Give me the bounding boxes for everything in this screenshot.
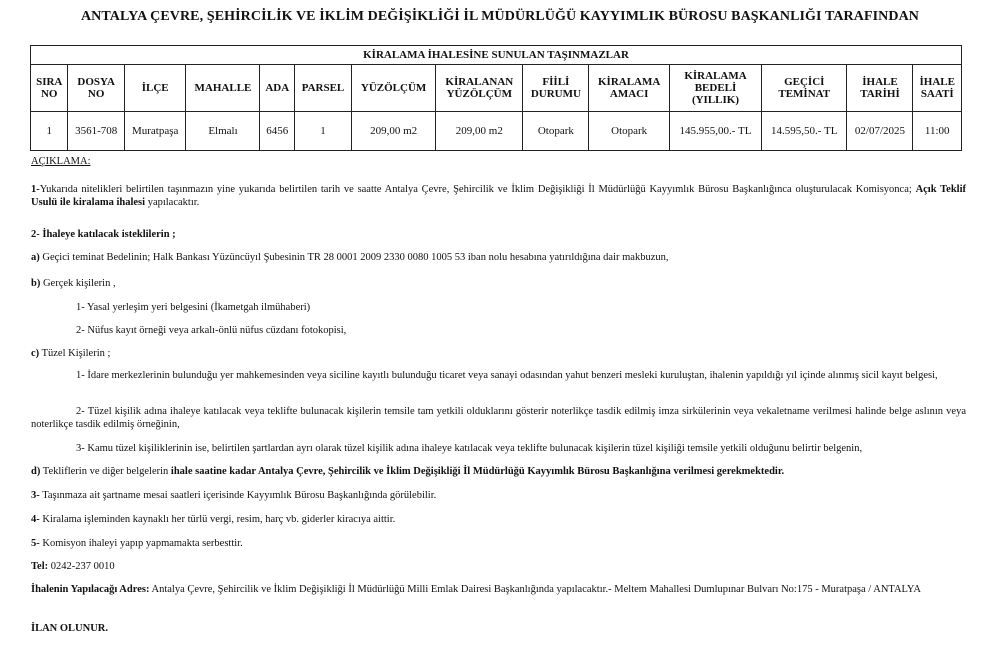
column-header-line: KİRALAMA [597, 76, 661, 88]
column-header-line: FİİLİ [542, 76, 570, 88]
column-header-line: İHALE [919, 76, 955, 88]
item-b-2: 2- Nüfus kayıt örneği veya arkalı-önlü nüfus cüzdanı fotokopisi, [76, 325, 347, 336]
column-header [186, 65, 260, 112]
table-cell: 6456 [260, 112, 295, 151]
column-header-line: AMACI [609, 88, 649, 100]
column-header-line: İHALE [862, 76, 898, 88]
item-b-label: b) [31, 278, 41, 289]
table-cell: 3561-708 [68, 112, 124, 151]
column-header [436, 65, 523, 112]
column-header-line: DOSYA [77, 76, 115, 88]
table-cell: Muratpaşa [124, 112, 186, 151]
table-header-row [31, 65, 962, 112]
paragraph-1-bold: Açık Teklif Usulü ile kiralama ihalesi [31, 184, 967, 208]
column-header [523, 65, 589, 112]
phone-line [31, 560, 966, 573]
column-header [351, 65, 435, 112]
column-header-line: (YILLIK) [691, 94, 740, 106]
paragraph-4-label: 4- [31, 514, 40, 525]
address-line [31, 583, 966, 596]
property-table [30, 45, 962, 151]
paragraph-1-number: 1- [31, 184, 40, 195]
table-cell: Otopark [589, 112, 670, 151]
column-header [913, 65, 962, 112]
column-header-line: MAHALLE [194, 82, 252, 94]
column-header-line: BEDELİ [694, 82, 737, 94]
paragraph-5 [31, 537, 966, 550]
paragraph-2-heading: 2- İhaleye katılacak isteklilerin ; [31, 229, 176, 240]
column-header [260, 65, 295, 112]
paragraph-1-text: Yukarıda nitelikleri belirtilen taşınmazın yine yukarıda belirtilen tarih ve saatte Antalya Çevre, Şehircilik ve İklim Değişikliği İl Müdürlüğü Kayyımlık Bürosu Başkanlığınca oluşturulacak Komisyonca; [39, 184, 912, 195]
phone-number: 0242-237 0010 [50, 561, 115, 572]
column-header-line: TARİHİ [860, 88, 900, 100]
item-d [31, 465, 966, 478]
table-cell: 1 [31, 112, 68, 151]
table-cell: 02/07/2025 [847, 112, 913, 151]
item-b-1: 1- Yasal yerleşim yeri belgesini (İkametgah ilmühaberi) [76, 302, 311, 313]
column-header-line: SAATİ [920, 88, 954, 100]
paragraph-3 [31, 489, 966, 502]
table-cell: 145.955,00.- TL [669, 112, 761, 151]
item-d-text: Tekliflerin ve diğer belgelerin [42, 466, 169, 477]
column-header-line: TEMİNAT [778, 88, 831, 100]
column-header-line: KİRALANAN [445, 76, 514, 88]
column-header-line: NO [40, 88, 58, 100]
column-header-line: YÜZÖLÇÜM [446, 88, 512, 100]
column-header [847, 65, 913, 112]
column-header-line: PARSEL [301, 82, 345, 94]
column-header-line: SIRA [36, 76, 63, 88]
item-c-label: c) [31, 348, 40, 359]
item-a-label: a) [31, 252, 40, 263]
table-row [31, 112, 962, 151]
column-header [68, 65, 124, 112]
column-header [124, 65, 186, 112]
table-cell: 14.595,50.- TL [762, 112, 847, 151]
paragraph-3-label: 3- [31, 490, 40, 501]
item-c-text: Tüzel Kişilerin ; [41, 348, 111, 359]
aciklama-heading: AÇIKLAMA: [31, 156, 91, 167]
item-a-text: Geçici teminat Bedelinin; Halk Bankası Yüzüncüyıl Şubesinin TR 28 0001 2009 2330 0080 1005 53 iban nolu hesabına yatırıldığına dair makbuzun, [42, 252, 669, 263]
column-header-line: GEÇİCİ [784, 76, 825, 88]
column-header-line: YÜZÖLÇÜM [360, 82, 427, 94]
column-header-line: NO [87, 88, 105, 100]
item-c-1: 1- İdare merkezlerinin bulunduğu yer mahkemesinden veya siciline kayıtlı bulunduğu ticaret veya sanayi odasından yahut benzeri mesleki kuruluştan, ihalenin yapıldığı yıl içinde alınmış sicil kayıt belgesi, [76, 370, 938, 381]
table-cell: 11:00 [913, 112, 962, 151]
table-cell: 209,00 m2 [351, 112, 435, 151]
paragraph-4 [31, 513, 966, 526]
item-c-2: 2- Tüzel kişilik adına ihaleye katılacak veya teklifte bulunacak kişilerin temsile tam yetkili olduklarını gösterir noterlikçe tasdik edilmiş imza sirkülerinin veya vekaletname verilmesi halinde belge aslının veya noterlikçe tasdik edilmiş örneğinin, [31, 406, 966, 430]
table-body [31, 112, 962, 151]
column-header [762, 65, 847, 112]
closing-text: İLAN OLUNUR. [31, 623, 109, 634]
column-header [589, 65, 670, 112]
address-text: Antalya Çevre, Şehircilik ve İklim Değişikliği İl Müdürlüğü Milli Emlak Dairesi Başkanlığında yapılacaktır.- Meltem Mahallesi Dumlupınar Bulvarı No:175 - Muratpaşa / ANTALYA [151, 584, 921, 595]
item-c [31, 347, 966, 360]
column-header [669, 65, 761, 112]
column-header-line: İLÇE [141, 82, 169, 94]
paragraph-5-text: Komisyon ihaleyi yapıp yapmamakta serbesttir. [42, 538, 243, 549]
table-cell: 209,00 m2 [436, 112, 523, 151]
table-cell: Elmalı [186, 112, 260, 151]
column-header [295, 65, 352, 112]
paragraph-5-label: 5- [31, 538, 40, 549]
item-d-bold: ihale saatine kadar Antalya Çevre, Şehircilik ve İklim Değişikliği İl Müdürlüğü Kayyımlık Bürosu Başkanlığına verilmesi gerekmektedir. [170, 466, 785, 477]
paragraph-4-text: Kiralama işleminden kaynaklı her türlü vergi, resim, harç vb. giderler kiracıya aittir. [42, 514, 396, 525]
paragraph-3-text: Taşınmaza ait şartname mesai saatleri içerisinde Kayyımlık Bürosu Başkanlığında görülebilir. [42, 490, 437, 501]
document-title: ANTALYA ÇEVRE, ŞEHİRCİLİK VE İKLİM DEĞİŞİKLİĞİ İL MÜDÜRLÜĞÜ KAYYIMLIK BÜROSU BAŞKANLIĞI TARAFINDAN [80, 9, 920, 24]
column-header-line: KİRALAMA [684, 70, 747, 82]
address-label: İhalenin Yapılacağı Adres: [31, 584, 150, 595]
table-cell: 1 [295, 112, 352, 151]
phone-label: Tel: [31, 561, 49, 572]
column-header [31, 65, 68, 112]
item-b [31, 277, 966, 290]
paragraph-1 [31, 183, 966, 209]
table-caption: KİRALAMA İHALESİNE SUNULAN TAŞINMAZLAR [31, 46, 962, 65]
item-a [31, 251, 966, 264]
column-header-line: DURUMU [530, 88, 581, 100]
paragraph-1-end: yapılacaktır. [147, 197, 200, 208]
item-b-text: Gerçek kişilerin , [42, 278, 116, 289]
item-d-label: d) [31, 466, 41, 477]
column-header-line: ADA [265, 82, 290, 94]
item-c-3: 3- Kamu tüzel kişiliklerinin ise, belirtilen şartlardan ayrı olarak tüzel kişilik adına ihaleye katılacak veya teklifte bulunacak kişilerin tüzel kişiliği temsile yetkili olduğunu belirtir belgenin, [76, 443, 863, 454]
table-cell: Otopark [523, 112, 589, 151]
